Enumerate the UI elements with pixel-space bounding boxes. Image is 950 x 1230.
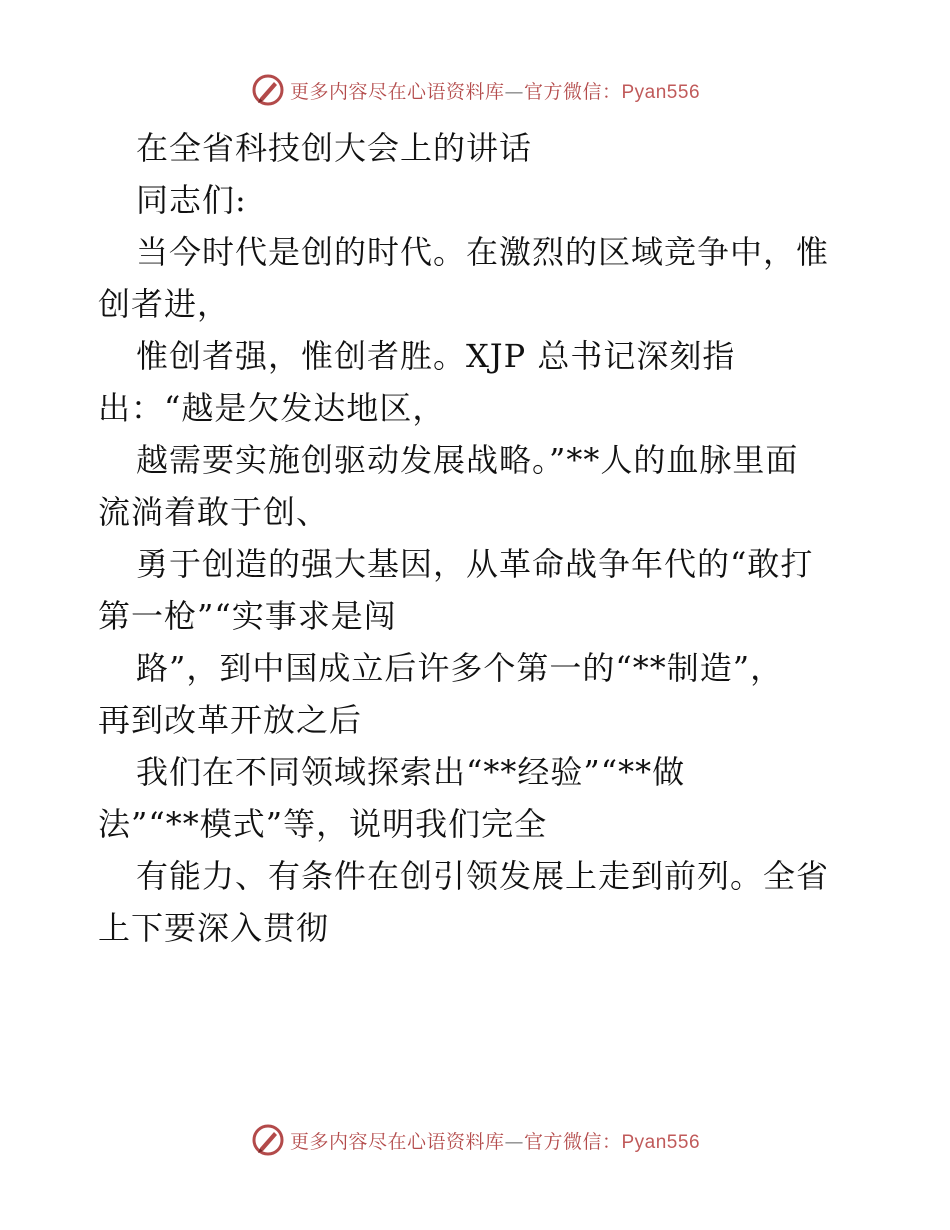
paragraph-line: 越需要实施创驱动发展战略。”**人的血脉里面 <box>136 441 799 479</box>
paragraph-line: 再到改革开放之后 <box>98 701 363 739</box>
banner-site-text: 更多内容尽在心语资料库 <box>289 1130 505 1153</box>
document-body <box>98 122 858 954</box>
document-salutation: 同志们: <box>136 181 247 219</box>
banner-handle: Pyan556 <box>621 1131 701 1153</box>
header-banner <box>0 70 950 110</box>
paragraph-line: 惟创者强，惟创者胜。XJP 总书记深刻指 <box>136 337 736 375</box>
banner-dash: — <box>504 1130 524 1153</box>
paragraph-line: 流淌着敢于创、 <box>98 493 330 531</box>
banner-dash: — <box>504 80 524 103</box>
banner-site-text: 更多内容尽在心语资料库 <box>289 80 505 103</box>
paragraph-line: 出：“越是欠发达地区， <box>98 389 446 427</box>
paragraph-line: 有能力、有条件在创引领发展上走到前列。全省 <box>136 857 830 895</box>
paragraph-line: 我们在不同领域探索出“**经验”“**做 <box>136 753 686 791</box>
paragraph-line: 路”，到中国成立后许多个第一的“**制造”， <box>136 649 784 687</box>
banner-text <box>290 77 700 104</box>
paragraph-line: 法”“**模式”等，说明我们完全 <box>98 805 548 843</box>
quill-pen-logo-icon <box>250 72 286 108</box>
quill-pen-logo-icon <box>250 1122 286 1158</box>
banner-wechat-label: 官方微信： <box>523 1130 622 1153</box>
paragraph-line: 上下要深入贯彻 <box>98 909 330 947</box>
document-title: 在全省科技创大会上的讲话 <box>136 129 533 167</box>
paragraph-line: 第一枪”“实事求是闯 <box>98 597 397 635</box>
paragraph-line: 当今时代是创的时代。在激烈的区域竞争中，惟 <box>136 233 830 271</box>
paragraph-line: 勇于创造的强大基因，从革命战争年代的“敢打 <box>136 545 814 583</box>
banner-text <box>290 1127 700 1154</box>
paragraph-line: 创者进， <box>98 285 231 323</box>
footer-banner <box>0 1120 950 1160</box>
banner-wechat-label: 官方微信： <box>523 80 622 103</box>
banner-handle: Pyan556 <box>621 81 701 103</box>
